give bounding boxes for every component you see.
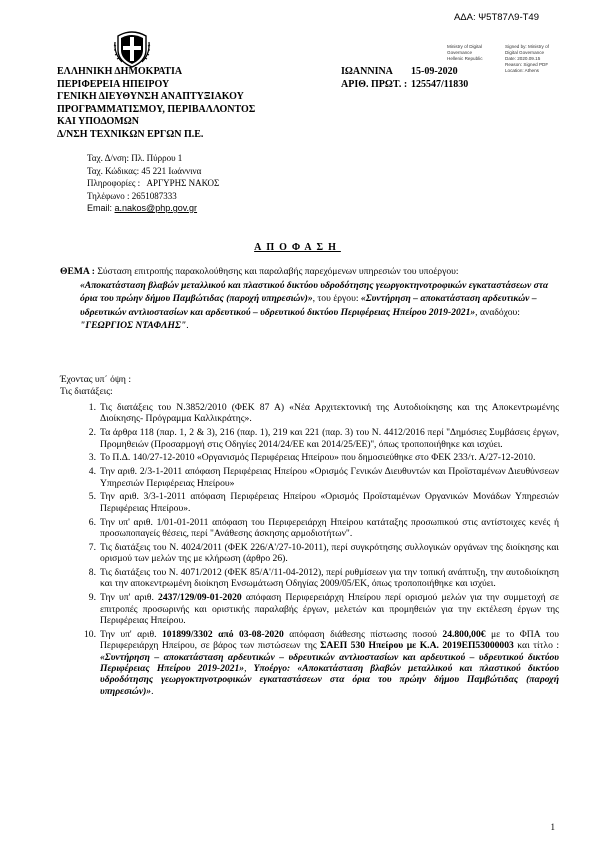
having-in-view: Έχοντας υπ΄ όψη : — [60, 374, 131, 385]
item-text: με το ΦΠΑ του Περιφερειάρχη Ηπείρου, σε βάρος των πιστώσεων της — [100, 628, 560, 652]
authority-line: ΠΡΟΓΡΑΜΜΑΤΙΣΜΟΥ, ΠΕΡΙΒΑΛΛΟΝΤΟΣ — [57, 103, 256, 115]
greek-emblem-icon — [112, 28, 152, 68]
document-date: 15-09-2020 — [411, 66, 458, 77]
provisions-label: Τις διατάξεις: — [60, 385, 113, 397]
subject-contractor: "ΓΕΩΡΓΙΟΣ ΝΤΑΦΛΗΣ" — [80, 320, 187, 331]
address-label: Ταχ. Δ/νση: — [87, 153, 130, 163]
item-number: 2. — [88, 427, 96, 439]
subject-mid: , του έργου: — [312, 293, 361, 304]
item-text: Την υπ' αριθ. — [100, 628, 162, 640]
authority-line: ΓΕΝΙΚΗ ΔΙΕΥΘΥΝΣΗ ΑΝΑΠΤΥΞΙΑΚΟΥ — [57, 91, 244, 102]
provisions-list — [60, 402, 559, 700]
item-number: 7. — [88, 541, 96, 553]
item-number: 10. — [84, 628, 96, 640]
list-item — [60, 542, 559, 565]
item-decision-date: από 03-08-2020 — [218, 628, 284, 640]
item-text-prefix: Την υπ' αριθ. — [100, 592, 159, 604]
list-item — [60, 629, 559, 697]
item-amount: 24.800,00€ — [442, 628, 486, 640]
subject-body — [80, 279, 560, 333]
address: Πλ. Πύρρου 1 — [131, 153, 183, 163]
item-project-title: «Συντήρηση – αποκατάσταση αρδευτικών – υδρευτικών αντλιοστασίων και αρδευτικού – υδρευτικού δικτύου Περιφέρειας Ηπείρου 2019-2021» — [100, 651, 559, 675]
item-number: 9. — [88, 592, 96, 604]
considerations-heading — [60, 374, 131, 397]
list-item — [60, 452, 559, 463]
list-item — [60, 491, 559, 514]
item-decision-ref: 2437/129/09-01-2020 — [158, 592, 242, 604]
subject-contractor-prefix: , αναδόχου: — [475, 306, 520, 318]
authority-line: ΠΕΡΙΦΕΡΕΙΑ ΗΠΕΙΡΟΥ — [57, 78, 170, 90]
item-budget-code: ΣΑΕΠ 530 Ηπείρου με Κ.Α. 2019ΕΠ53000003 — [320, 640, 514, 652]
protocol-number: 125547/11830 — [411, 78, 469, 90]
subject-end: . — [186, 320, 189, 331]
subject-label: ΘΕΜΑ : — [60, 266, 95, 277]
item-number: 3. — [88, 452, 96, 464]
subject-intro: Σύσταση επιτροπής παρακολούθησης και παραλαβής παρεχόμενων υπηρεσιών του υποέργου: — [97, 266, 459, 277]
item-number: 1. — [88, 402, 96, 413]
item-text: , — [244, 663, 254, 675]
item-text: απόφαση διάθεσης πίστωσης ποσού — [283, 628, 443, 640]
contact-block — [87, 152, 219, 215]
email-link[interactable]: a.nakos@php.gov.gr — [114, 203, 198, 213]
item-text: Τα άρθρα 118 (παρ. 1, 2 & 3), 216 (παρ. 1), 219 και 221 (παρ. 3) του Ν. 4412/2016 περί ''Δημόσιες Συμβάσεις έργων, Προμηθειών (Προσαρμογή στις Οδηγίες 2014/24/ΕΕ και 2014/25/ΕΕ)'', όπως τροποποιήθηκε και ισχύει. — [100, 427, 559, 450]
page-number: 1 — [550, 822, 555, 832]
signature-line: Hellenic Republic — [447, 56, 483, 61]
email-label: Email: — [87, 203, 113, 213]
list-item — [60, 427, 559, 450]
decision-title: ΑΠΟΦΑΣΗ — [254, 242, 341, 253]
item-text: απόφαση Περιφερειάρχη Ηπείρου περί ορισμού μελών για την συμμετοχή σε επιτροπές προσωρινής και οριστικής παραλαβής έργων, μελετών και προμηθειών για την εκτέλεση έργων της Περιφέρειας Ηπείρου. — [100, 592, 559, 627]
protocol-label: ΑΡΙΘ. ΠΡΩΤ. : — [341, 78, 408, 90]
item-decision-ref: 101899/3302 — [161, 628, 213, 640]
item-number: 6. — [88, 516, 96, 528]
info-label: Πληροφορίες : — [87, 178, 141, 188]
phone-number: 2651087333 — [131, 190, 177, 201]
list-item — [60, 592, 559, 626]
item-text: Το Π.Δ. 140/27-12-2010 «Οργανισμός Περιφέρειας Ηπείρου» που δημοσιεύθηκε στο ΦΕΚ 233/τ. Α/27-12-2010. — [100, 452, 536, 464]
item-text: Την αριθ. 2/3-1-2011 απόφαση Περιφέρειας Ηπείρου «Ορισμός Γενικών Διευθυντών και Προϊσταμένων Διευθύνσεων Υπηρεσιών Περιφέρειας Ηπείρου» — [100, 466, 559, 489]
item-text: Τις διατάξεις του Ν.3852/2010 (ΦΕΚ 87 Α) «Νέα Αρχιτεκτονική της Αυτοδιοίκησης και της Αποκεντρωμένης Διοίκησης- Πρόγραμμα Καλλικράτης». — [100, 402, 559, 425]
item-subproject-title: Υποέργο: «Αποκατάσταση βλαβών μεταλλικού και πλαστικού δικτύου υδροδότησης γεωργοκτηνοτροφικών εγκαταστάσεων στα όρια του πρώην δήμου Παμβώτιδας (παροχή υπηρεσιών)» — [100, 663, 559, 697]
signature-line: Location: Athens — [505, 68, 539, 73]
subject-block — [60, 265, 560, 333]
item-text: Τις διατάξεις του Ν. 4024/2011 (ΦΕΚ 226/Α'/27-10-2011), περί συγκρότησης συλλογικών οργάνων της διοίκησης και ορισμού των μελών της με κλήρωση (άρθρο 26). — [100, 541, 559, 565]
authority-line: ΚΑΙ ΥΠΟΔΟΜΩΝ — [57, 116, 139, 127]
subject-project: «Συντήρηση – αποκατάσταση αρδευτικών – υδρευτικών αντλιοστασίων και αρδευτικού – υδρευτικού δικτύου Περιφέρειας Ηπείρου 2019-2021» — [80, 293, 537, 318]
item-number: 5. — [88, 491, 96, 503]
city: ΙΩΑΝΝΙΝΑ — [341, 66, 393, 77]
contact-person: ΑΡΓΥΡΗΣ ΝΑΚΟΣ — [146, 178, 220, 188]
signature-line: Date: 2020.09.15 — [505, 56, 541, 61]
signature-line: Governance — [447, 50, 473, 55]
list-item — [60, 402, 559, 425]
signature-line: Signed by: Ministry of Digital Governance — [505, 44, 549, 55]
item-number: 8. — [88, 567, 96, 579]
list-item — [60, 466, 559, 489]
ada-code: ΑΔΑ: Ψ5Τ87Λ9-Τ49 — [453, 12, 539, 23]
signature-line: Ministry of Digital — [447, 44, 482, 49]
item-text: Τις διατάξεις του Ν. 4071/2012 (ΦΕΚ 85/Α'/11-04-2012), περί ρυθμίσεων για την τοπική ανάπτυξη, την αυτοδιοίκηση και την αποκεντρωμένη διοίκηση Ενσωμάτωση Οδηγίας 2009/05/ΕΚ, όπως τροποποιήθηκε και ισχύει. — [100, 567, 559, 590]
item-text: . — [151, 685, 154, 697]
authority-line: Δ/ΝΣΗ ΤΕΧΝΙΚΩΝ ΕΡΓΩΝ Π.Ε. — [57, 128, 204, 140]
item-number: 4. — [88, 466, 96, 478]
signature-line: Reason: Signed PDF — [505, 62, 549, 67]
phone-label: Τηλέφωνο : — [87, 190, 130, 201]
authority-line: ΕΛΛΗΝΙΚΗ ΔΗΜΟΚΡΑΤΙΑ — [57, 66, 183, 77]
item-text: Την υπ' αριθ. 1/01-01-2011 απόφαση του Περιφερειάρχη Ηπείρου κατάταξης προσωπικού στις αντίστοιχες κενές ή προσωποπαγείς θέσεις, περί "Ανάθεσης άσκησης αρμοδιοτήτων". — [100, 516, 559, 540]
list-item — [60, 517, 559, 540]
subject-subproject: «Αποκατάσταση βλαβών μεταλλικού και πλαστικού δικτύου υδροδότησης γεωργοκτηνοτροφικών εγκαταστάσεων στα όρια του πρώην δήμου Παμβώτιδας (παροχή υπηρεσιών)» — [80, 279, 549, 304]
postcode-label: Ταχ. Κώδικας: — [87, 165, 140, 176]
digital-signature-stamp — [447, 44, 551, 74]
list-item — [60, 567, 559, 590]
item-text: Την αριθ. 3/3-1-2011 απόφαση Περιφέρειας Ηπείρου «Ορισμός Προϊσταμένων Οργανικών Μονάδων Υπηρεσιών Περιφέρειας Ηπείρου». — [100, 491, 559, 514]
postcode: 45 221 Ιωάννινα — [141, 165, 202, 176]
issuing-authority — [57, 66, 255, 141]
item-text: και τίτλο : — [513, 640, 560, 652]
